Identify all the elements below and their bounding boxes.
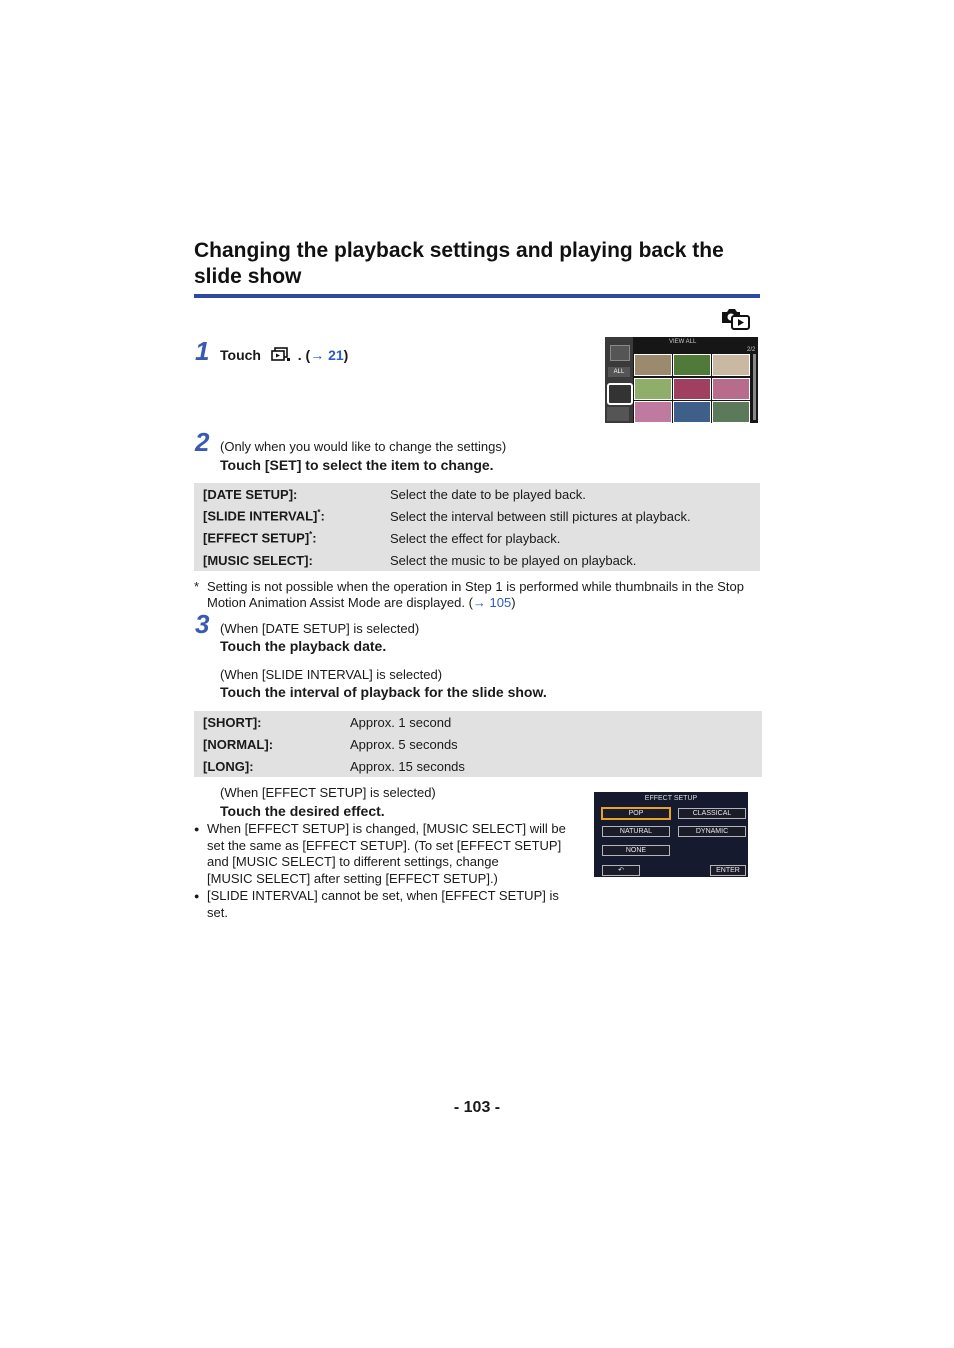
classical-button[interactable]: CLASSICAL (678, 808, 746, 819)
step-1-number: 1 (195, 336, 210, 366)
step-1-touch: Touch (220, 347, 261, 363)
setting-desc: Select the date to be played back. (390, 486, 586, 502)
thumbnail[interactable] (673, 354, 711, 376)
table-row (194, 527, 760, 549)
title-underline (194, 294, 760, 298)
footnote-mark: * (317, 508, 321, 518)
thumbnail[interactable] (673, 378, 711, 400)
setting-colon: : (312, 530, 317, 546)
scrollbar[interactable] (753, 354, 756, 420)
effect-setup-screen (594, 792, 748, 877)
step-3-number: 3 (195, 609, 210, 639)
page-number: - 103 - (453, 1099, 501, 1116)
none-button[interactable]: NONE (602, 845, 670, 856)
bullet-mark: ● (194, 824, 200, 834)
interval-key: [NORMAL]: (203, 736, 274, 752)
settings-table (194, 483, 760, 571)
footnote-link[interactable]: → 105 (472, 595, 512, 610)
natural-button[interactable]: NATURAL (602, 826, 670, 837)
bullet-line: and [MUSIC SELECT] to different settings, change (207, 854, 499, 870)
step-1-dot: . ( (297, 347, 311, 363)
enter-button[interactable]: ENTER (710, 865, 746, 876)
dynamic-button[interactable]: DYNAMIC (678, 826, 746, 837)
thumbnail[interactable] (712, 378, 750, 400)
bullet-list (194, 821, 574, 921)
table-row (194, 505, 760, 527)
interval-desc: Approx. 15 seconds (350, 758, 465, 774)
setting-desc: Select the effect for playback. (390, 530, 561, 546)
setting-key (194, 505, 381, 527)
step-3-note-3: (When [EFFECT SETUP] is selected) (220, 785, 436, 800)
page-title: Changing the playback settings and playing back the slide show (194, 239, 724, 288)
footnote-line2: Motion Animation Assist Mode are displayed. ( (207, 595, 473, 610)
footnote-close: ) (511, 595, 516, 610)
step-3-note-2: (When [SLIDE INTERVAL] is selected) (220, 667, 443, 682)
step-1-text (220, 347, 348, 363)
table-row (194, 733, 762, 755)
bullet-line: When [EFFECT SETUP] is changed, [MUSIC SELECT] will be (207, 821, 566, 836)
step-3-instruction-2: Touch the interval of playback for the slide show. (220, 684, 547, 700)
step-2-note: (Only when you would like to change the settings) (220, 439, 507, 454)
slideshow-button[interactable] (607, 383, 633, 405)
list-item (194, 821, 574, 888)
setting-key: [MUSIC SELECT]: (203, 552, 313, 568)
step-1-close: ) (343, 347, 349, 363)
pop-button[interactable]: POP (601, 807, 671, 820)
thumbnail-screen (605, 337, 758, 423)
setting-colon: : (320, 508, 325, 524)
effect-screen-title: EFFECT SETUP (644, 795, 698, 802)
setting-key-text: [EFFECT SETUP] (203, 530, 310, 546)
thumbnail[interactable] (712, 354, 750, 376)
table-row (194, 711, 762, 733)
step-1-link[interactable]: → 21 (310, 347, 344, 363)
thumbnail[interactable] (634, 354, 672, 376)
step-3-instruction-1: Touch the playback date. (220, 638, 387, 654)
interval-desc: Approx. 5 seconds (350, 736, 458, 752)
view-all-label: VIEW ALL (669, 339, 697, 345)
camera-playback-icon (719, 306, 753, 332)
bullet-mark: ● (194, 890, 200, 901)
footnote-line (207, 595, 767, 611)
step-3-instruction-3: Touch the desired effect. (220, 803, 385, 819)
interval-key: [SHORT]: (203, 714, 262, 730)
bullet-line: set the same as [EFFECT SETUP]. (To set [EFFECT SETUP] (207, 837, 562, 853)
thumbnail[interactable] (634, 401, 672, 423)
step-2-instruction: Touch [SET] to select the item to change. (220, 457, 494, 473)
page-indicator: 2/2 (747, 347, 756, 353)
interval-key: [LONG]: (203, 758, 254, 774)
setting-key-text: [SLIDE INTERVAL] (203, 508, 318, 524)
bullet-line: [SLIDE INTERVAL] cannot be set, when [EFFECT SETUP] is (207, 887, 559, 903)
bullet-line: set. (207, 904, 228, 920)
setting-key: [DATE SETUP]: (203, 486, 298, 502)
footnote-text (207, 579, 767, 611)
step-2-number: 2 (195, 427, 210, 457)
mode-icon[interactable] (610, 345, 630, 361)
footnote-mark: * (309, 530, 313, 540)
bullet-line: [MUSIC SELECT] after setting [EFFECT SETUP].) (207, 871, 498, 887)
thumbnail[interactable] (673, 401, 711, 423)
setting-desc: Select the music to be played on playback. (390, 552, 637, 568)
page-nav-button[interactable] (607, 407, 629, 421)
list-item (194, 888, 574, 921)
thumbnail[interactable] (712, 401, 750, 423)
table-row (194, 549, 760, 571)
footnote-mark: * (194, 579, 200, 594)
footnote-line: Setting is not possible when the operation in Step 1 is performed while thumbnails in the Stop (207, 579, 744, 594)
setting-desc: Select the interval between still pictures at playback. (390, 508, 691, 524)
table-row (194, 483, 760, 505)
slideshow-icon (271, 347, 291, 362)
interval-desc: Approx. 1 second (350, 714, 452, 730)
step-3-note-1: (When [DATE SETUP] is selected) (220, 621, 420, 636)
setting-key (194, 527, 381, 549)
back-button[interactable]: ↶ (602, 865, 640, 876)
table-row (194, 755, 762, 777)
thumbnail[interactable] (634, 378, 672, 400)
all-button[interactable]: ALL (608, 367, 630, 377)
interval-table (194, 711, 762, 777)
